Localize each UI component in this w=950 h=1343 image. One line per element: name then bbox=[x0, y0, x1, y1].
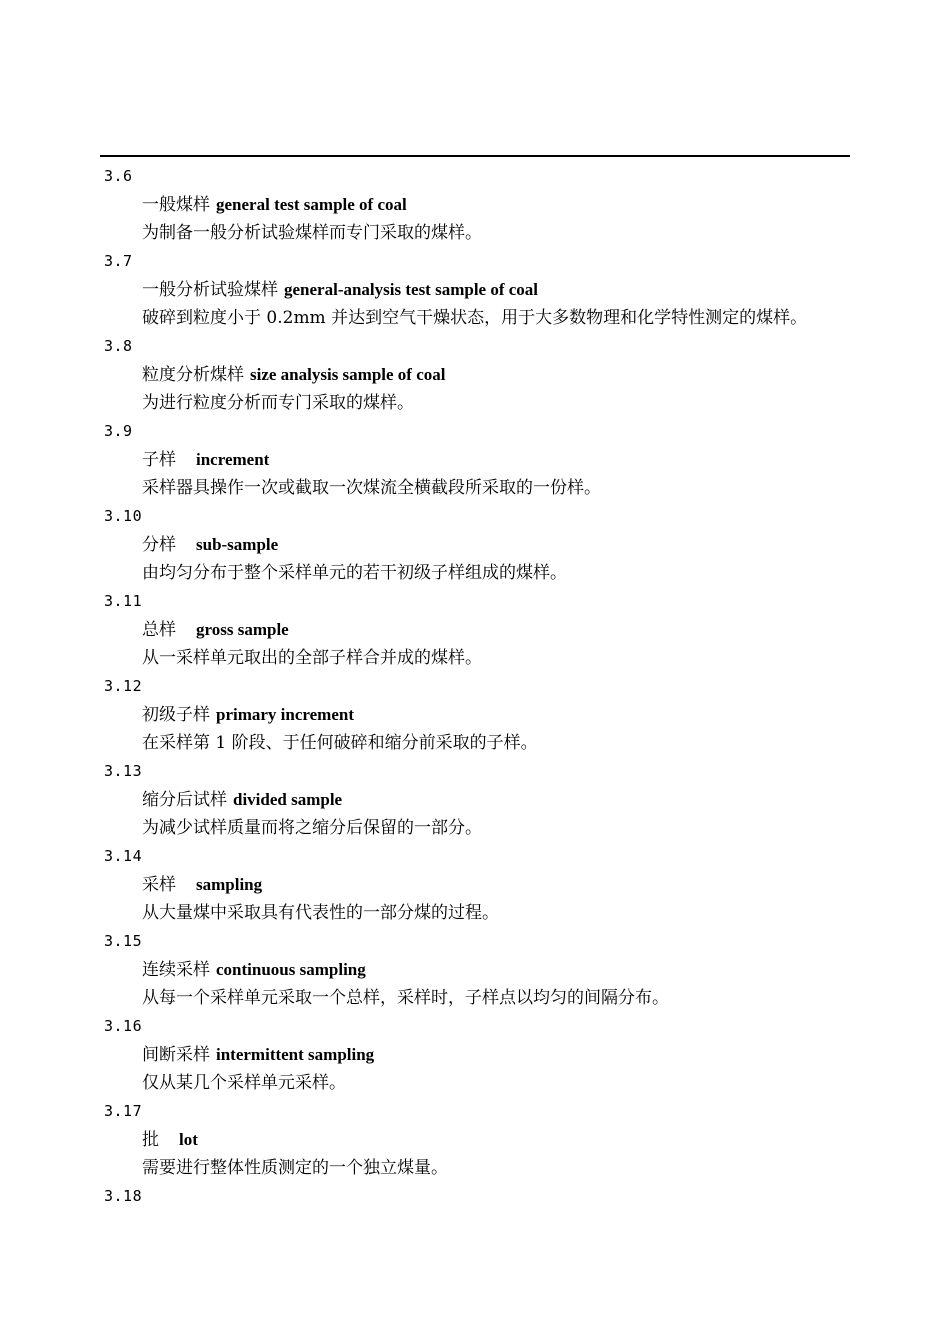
definition-entry bbox=[104, 927, 850, 1012]
term-english: increment bbox=[196, 450, 270, 469]
definition-entry bbox=[104, 587, 850, 672]
term-english: size analysis sample of coal bbox=[250, 365, 446, 384]
term-chinese: 粒度分析煤样 bbox=[142, 365, 244, 385]
term-chinese: 间断采样 bbox=[142, 1045, 210, 1065]
term-english: gross sample bbox=[196, 620, 289, 639]
definition-text: 为进行粒度分析而专门采取的煤样。 bbox=[142, 393, 414, 413]
definition-text: 仅从某几个采样单元采样。 bbox=[142, 1073, 346, 1093]
term-chinese: 总样 bbox=[142, 620, 176, 640]
term-line bbox=[104, 1125, 850, 1154]
clause-number: 3.17 bbox=[104, 1102, 143, 1120]
term-line bbox=[104, 1040, 850, 1069]
definition-entry bbox=[104, 1012, 850, 1097]
clause-number: 3.11 bbox=[104, 592, 143, 610]
definition-entry bbox=[104, 757, 850, 842]
definition-text: 破碎到粒度小于 0.2mm 并达到空气干燥状态，用于大多数物理和化学特性测定的煤样。 bbox=[142, 308, 808, 328]
definition-entry bbox=[104, 332, 850, 417]
term-english: sampling bbox=[196, 875, 263, 894]
term-line bbox=[104, 190, 850, 219]
clause-number: 3.8 bbox=[104, 337, 133, 355]
term-chinese: 初级子样 bbox=[142, 705, 210, 725]
term-line bbox=[104, 445, 850, 474]
term-chinese: 一般分析试验煤样 bbox=[142, 280, 278, 300]
definition-entry bbox=[104, 1097, 850, 1182]
clause-number: 3.10 bbox=[104, 507, 143, 525]
clause-number: 3.15 bbox=[104, 932, 143, 950]
definition-text: 由均匀分布于整个采样单元的若干初级子样组成的煤样。 bbox=[142, 563, 567, 583]
definition-text: 从一采样单元取出的全部子样合并成的煤样。 bbox=[142, 648, 482, 668]
term-chinese: 批 bbox=[142, 1130, 159, 1150]
definition-text: 在采样第 1 阶段、于任何破碎和缩分前采取的子样。 bbox=[142, 733, 538, 753]
clause-number: 3.7 bbox=[104, 252, 133, 270]
clause-number: 3.16 bbox=[104, 1017, 143, 1035]
term-chinese: 子样 bbox=[142, 450, 176, 470]
definition-text: 需要进行整体性质测定的一个独立煤量。 bbox=[142, 1158, 448, 1178]
definition-entry bbox=[104, 417, 850, 502]
clause-number-trailing: 3.18 bbox=[104, 1187, 143, 1205]
definition-text: 采样器具操作一次或截取一次煤流全横截段所采取的一份样。 bbox=[142, 478, 601, 498]
term-line bbox=[104, 275, 850, 304]
term-line bbox=[104, 955, 850, 984]
term-english: sub-sample bbox=[196, 535, 279, 554]
definition-entry bbox=[104, 502, 850, 587]
definition-entry bbox=[104, 672, 850, 757]
document-body bbox=[104, 162, 850, 1210]
definition-entry bbox=[104, 162, 850, 247]
clause-number: 3.6 bbox=[104, 167, 133, 185]
term-line bbox=[104, 615, 850, 644]
term-line bbox=[104, 870, 850, 899]
definition-text: 从大量煤中采取具有代表性的一部分煤的过程。 bbox=[142, 903, 499, 923]
term-chinese: 连续采样 bbox=[142, 960, 210, 980]
term-chinese: 缩分后试样 bbox=[142, 790, 227, 810]
term-english: general test sample of coal bbox=[216, 195, 407, 214]
header-rule bbox=[100, 155, 850, 157]
term-chinese: 采样 bbox=[142, 875, 176, 895]
term-english: primary increment bbox=[216, 705, 355, 724]
definition-list bbox=[104, 162, 850, 1182]
term-english: lot bbox=[179, 1130, 198, 1149]
clause-number: 3.9 bbox=[104, 422, 133, 440]
definition-entry bbox=[104, 247, 850, 332]
term-line bbox=[104, 360, 850, 389]
clause-number: 3.14 bbox=[104, 847, 143, 865]
term-line bbox=[104, 700, 850, 729]
definition-text: 为减少试样质量而将之缩分后保留的一部分。 bbox=[142, 818, 482, 838]
clause-number: 3.13 bbox=[104, 762, 143, 780]
term-english: general-analysis test sample of coal bbox=[284, 280, 539, 299]
term-english: intermittent sampling bbox=[216, 1045, 375, 1064]
definition-text: 为制备一般分析试验煤样而专门采取的煤样。 bbox=[142, 223, 482, 243]
definition-text: 从每一个采样单元采取一个总样，采样时，子样点以均匀的间隔分布。 bbox=[142, 988, 669, 1008]
term-english: continuous sampling bbox=[216, 960, 366, 979]
term-line bbox=[104, 785, 850, 814]
term-english: divided sample bbox=[233, 790, 343, 809]
term-chinese: 一般煤样 bbox=[142, 195, 210, 215]
term-chinese: 分样 bbox=[142, 535, 176, 555]
definition-entry bbox=[104, 842, 850, 927]
term-line bbox=[104, 530, 850, 559]
clause-number: 3.12 bbox=[104, 677, 143, 695]
